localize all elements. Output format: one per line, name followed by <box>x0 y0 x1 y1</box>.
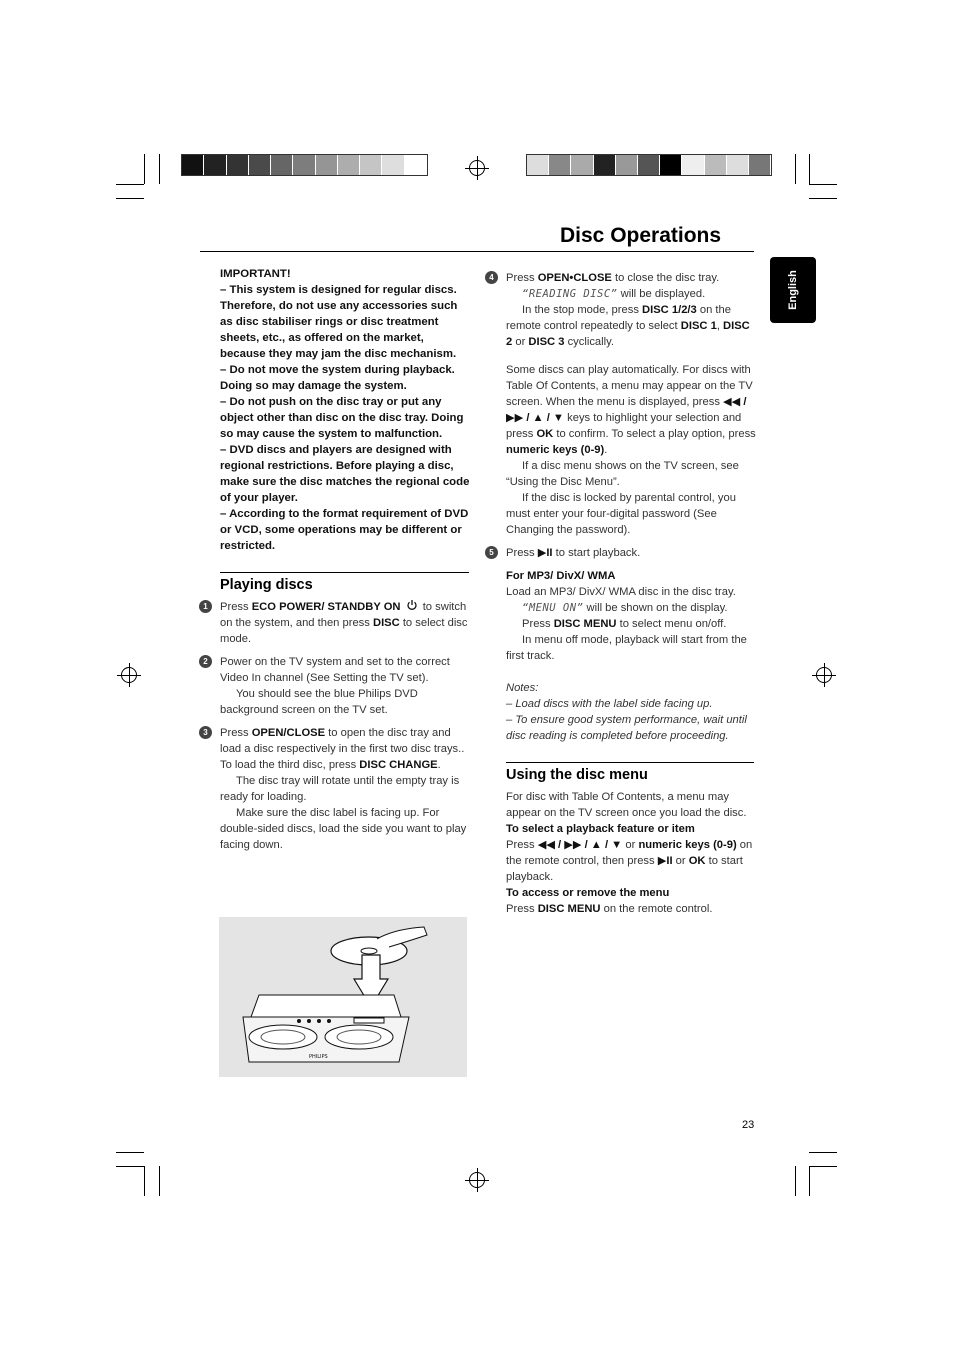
important-item: – According to the format requirement of DVD or VCD, some operations may be different or restricted. <box>220 508 469 552</box>
access-heading: To access or remove the menu <box>506 887 670 899</box>
language-tab <box>770 257 816 323</box>
step-2 <box>203 654 470 718</box>
title-rule <box>200 251 754 252</box>
display-readout: “MENU ON” <box>522 602 584 614</box>
step-number: 5 <box>485 546 498 559</box>
step-text: Power on the TV system and set to the correct Video In channel (See Setting the TV set). <box>220 656 450 684</box>
left-column <box>203 266 470 860</box>
step-number: 1 <box>199 600 212 613</box>
calibration-bar-left <box>181 154 428 176</box>
disc-player-drawing <box>219 917 467 1077</box>
step-5: 5 Press ▶II to start playback. <box>506 545 756 561</box>
brand-label: PHILIPS <box>309 1054 328 1060</box>
registration-mark-top <box>469 160 485 176</box>
calibration-bar-right <box>526 154 772 176</box>
right-column: 4 Press OPEN•CLOSE to close the disc tray. “READING DISC” will be displayed. In the stop mode, press DISC 1/2/3 on the remote control repeatedly to select DISC 1, DISC 2 or DISC 3 cyclically. Some discs can play automatically. For discs with Table Of Contents, a menu may appear on the TV screen. When the menu is displayed, press ◀◀ / ▶▶ / ▲ / ▼ keys to highlight your selection and press OK to confirm. To select a play option, press numeric keys (0-9). If a disc menu shows on the TV screen, see “Using the Disc Menu”. If the disc is locked by parental control, you must enter your four-digital password (See Changing the password). 5 Press ▶II to start playback. For MP3/ DivX/ WMA Load an MP3/ DivX/ WMA disc in the disc tray. “MENU ON” will be shown on the display. Press DISC MENU to select menu on/off. In menu off mode, playback will start from the first track. Notes: – Load discs with the label side facing up. – To ensure good system performance, wait until disc reading is completed before proceeding. Using the disc menu For disc with Table Of Contents, a menu may appear on the TV screen once you load the disc. To select a playback feature or item Press ◀◀ / ▶▶ / ▲ / ▼ or numeric keys (0-9) on the remote control, then press ▶II or OK to start playback. To access or remove the menu Press DISC MENU on the remote control. <box>506 270 756 917</box>
mp3-line: Load an MP3/ DivX/ WMA disc in the disc tray. <box>506 586 736 598</box>
language-tab-label: English <box>787 270 799 310</box>
important-item: – DVD discs and players are designed with regional restrictions. Before playing a disc, make sure the disc matches the regional code of your player. <box>220 444 470 504</box>
mp3-off-note: In menu off mode, playback will start from the first track. <box>506 634 747 662</box>
step-note: The disc tray will rotate until the empty tray is ready for loading. <box>220 775 460 803</box>
page-number: 23 <box>742 1119 755 1131</box>
mp3-heading: For MP3/ DivX/ WMA <box>506 570 616 582</box>
section-title-playing-discs: Playing discs <box>220 572 469 593</box>
disc-loading-illustration <box>219 917 467 1077</box>
important-item: – This system is designed for regular discs. Therefore, do not use any accessories such as disc stabiliser rings or disc treatment sheets, etc., as offered on the market, because they may jam the disc mechanism. <box>220 284 458 360</box>
step-1: 1 Press ECO POWER/ STANDBY ON to switch on the system, and then press DISC to select disc mode. <box>220 599 470 647</box>
step-number: 2 <box>199 655 212 668</box>
auto-play-block: Some discs can play automatically. For discs with Table Of Contents, a menu may appear on the TV screen. When the menu is displayed, press ◀◀ / ▶▶ / ▲ / ▼ keys to highlight your selection and press OK to confirm. To select a play option, press numeric keys (0-9). If a disc menu shows on the TV screen, see “Using the Disc Menu”. If the disc is locked by parental control, you must enter your four-digital password (See Changing the password). <box>506 364 756 536</box>
important-heading: IMPORTANT! <box>220 268 291 280</box>
registration-mark-right <box>816 667 832 683</box>
display-readout: “READING DISC” <box>522 288 618 300</box>
auto-note: If the disc is locked by parental control, you must enter your four-digital password (See Changing the password). <box>506 492 736 536</box>
step-note: Make sure the disc label is facing up. For double-sided discs, load the side you want to play facing down. <box>220 807 467 851</box>
play-pause-key: ▶II <box>537 547 553 559</box>
registration-mark-left <box>121 667 137 683</box>
note-item: – Load discs with the label side facing up. <box>506 698 713 710</box>
step-number: 4 <box>485 271 498 284</box>
important-item: – Do not move the system during playback. Doing so may damage the system. <box>220 364 455 392</box>
step-note: You should see the blue Philips DVD background screen on the TV set. <box>220 688 418 716</box>
menu-intro: For disc with Table Of Contents, a menu may appear on the TV screen once you load the disc. <box>506 791 747 819</box>
registration-mark-bottom <box>469 1172 485 1188</box>
note-item: – To ensure good system performance, wait until disc reading is completed before proceeding. <box>506 714 747 742</box>
step-number: 3 <box>199 726 212 739</box>
important-item: – Do not push on the disc tray or put any object other than disc on the disc tray. Doing so may cause the system to malfunction. <box>220 396 464 440</box>
notes-block <box>506 680 756 744</box>
step-3: 3 Press OPEN/CLOSE to open the disc tray and load a disc respectively in the first two disc trays.. To load the third disc, press DISC CHANGE. The disc tray will rotate until the empty tray is ready for loading. Make sure the disc label is facing up. For double-sided discs, load the side you want to play facing down. <box>220 725 470 853</box>
page-title: Disc Operations <box>560 224 722 247</box>
step-4: 4 Press OPEN•CLOSE to close the disc tray. “READING DISC” will be displayed. In the stop mode, press DISC 1/2/3 on the remote control repeatedly to select DISC 1, DISC 2 or DISC 3 cyclically. <box>506 270 756 350</box>
auto-note: If a disc menu shows on the TV screen, see “Using the Disc Menu”. <box>506 460 739 488</box>
section-title-disc-menu: Using the disc menu <box>506 762 754 783</box>
notes-label: Notes: <box>506 682 539 694</box>
select-heading: To select a playback feature or item <box>506 823 695 835</box>
power-icon <box>406 599 418 611</box>
